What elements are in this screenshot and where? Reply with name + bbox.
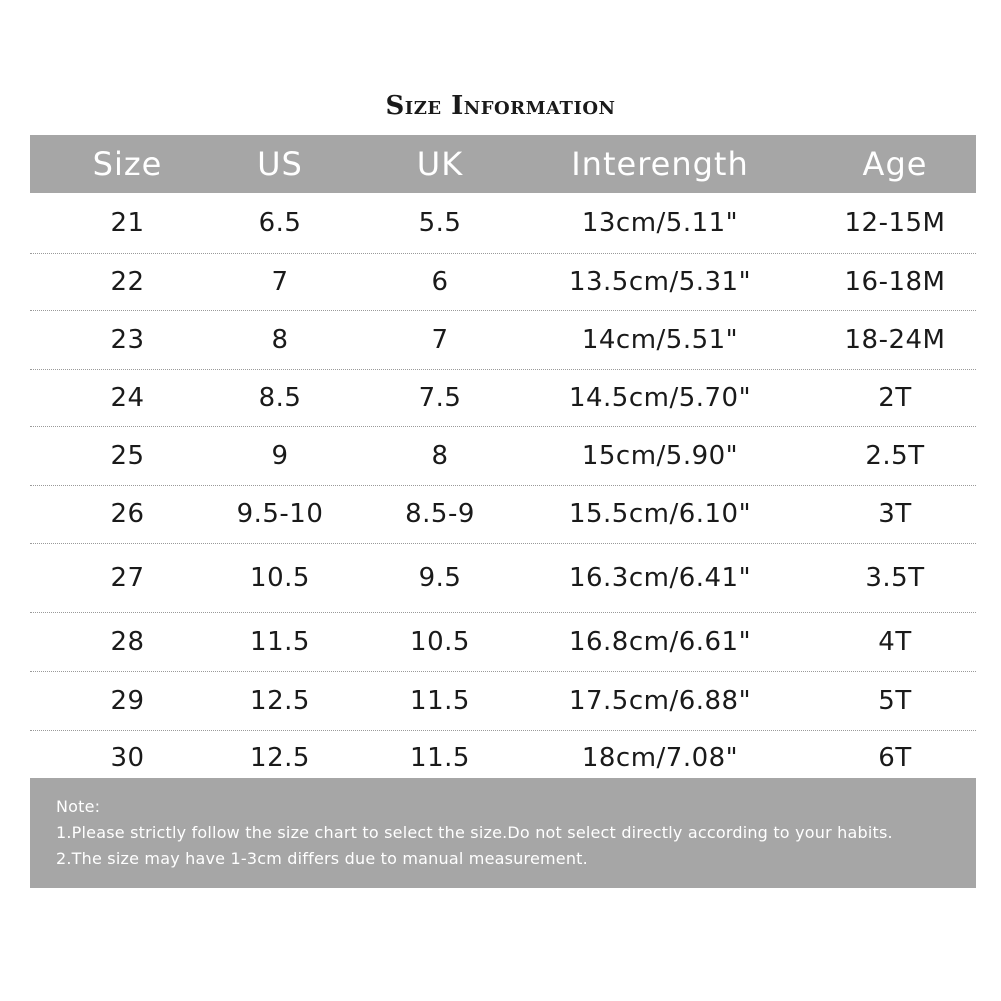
header-uk: UK (416, 145, 464, 183)
note-heading: Note: (56, 797, 101, 816)
cell-age: 12-15M (844, 208, 946, 238)
cell-interength: 14.5cm/5.70" (568, 383, 752, 413)
cell-uk: 7.5 (418, 383, 462, 413)
table-row (30, 193, 976, 254)
cell-interength: 15cm/5.90" (581, 441, 739, 471)
cell-size: 22 (110, 267, 145, 297)
cell-uk: 11.5 (410, 743, 470, 773)
note-box (30, 778, 976, 888)
cell-uk: 5.5 (418, 208, 462, 238)
table-row (30, 254, 976, 311)
cell-uk: 7 (431, 325, 449, 355)
cell-age: 3T (878, 499, 912, 529)
cell-uk: 10.5 (410, 627, 470, 657)
cell-interength: 13cm/5.11" (581, 208, 739, 238)
cell-age: 5T (878, 686, 912, 716)
cell-interength: 16.8cm/6.61" (568, 627, 752, 657)
cell-age: 16-18M (844, 267, 946, 297)
cell-us: 11.5 (250, 627, 310, 657)
note-line-2: 2.The size may have 1-3cm differs due to manual measurement. (56, 849, 588, 868)
cell-uk: 8 (431, 441, 449, 471)
cell-interength: 18cm/7.08" (581, 743, 739, 773)
table-header (30, 135, 976, 193)
cell-uk: 9.5 (418, 563, 462, 593)
cell-size: 26 (110, 499, 145, 529)
table-row (30, 311, 976, 370)
cell-uk: 11.5 (410, 686, 470, 716)
table-row (30, 486, 976, 544)
cell-us: 6.5 (258, 208, 302, 238)
cell-size: 25 (110, 441, 145, 471)
cell-us: 8.5 (258, 383, 302, 413)
header-interength: Interength (571, 145, 749, 183)
page-title: Size Information (385, 91, 616, 121)
cell-us: 8 (271, 325, 289, 355)
cell-uk: 8.5-9 (405, 499, 475, 529)
table-body (30, 193, 976, 785)
cell-age: 3.5T (865, 563, 925, 593)
table-row (30, 672, 976, 731)
cell-size: 21 (110, 208, 145, 238)
cell-us: 10.5 (250, 563, 310, 593)
header-us: US (257, 145, 303, 183)
cell-size: 29 (110, 686, 145, 716)
table-row (30, 370, 976, 427)
cell-interength: 17.5cm/6.88" (568, 686, 752, 716)
cell-age: 6T (878, 743, 912, 773)
note-line-1: 1.Please strictly follow the size chart to select the size.Do not select directly according to your habits. (56, 823, 893, 842)
table-row (30, 613, 976, 672)
cell-us: 12.5 (250, 686, 310, 716)
cell-size: 23 (110, 325, 145, 355)
cell-age: 4T (878, 627, 912, 657)
cell-size: 28 (110, 627, 145, 657)
cell-size: 27 (110, 563, 145, 593)
cell-size: 24 (110, 383, 145, 413)
cell-age: 2.5T (865, 441, 925, 471)
cell-us: 9.5-10 (236, 499, 324, 529)
cell-us: 12.5 (250, 743, 310, 773)
cell-uk: 6 (431, 267, 449, 297)
cell-age: 2T (878, 383, 912, 413)
table-row (30, 427, 976, 486)
cell-us: 9 (271, 441, 289, 471)
cell-interength: 13.5cm/5.31" (568, 267, 752, 297)
cell-interength: 14cm/5.51" (581, 325, 739, 355)
cell-us: 7 (271, 267, 289, 297)
cell-size: 30 (110, 743, 145, 773)
cell-age: 18-24M (844, 325, 946, 355)
cell-interength: 15.5cm/6.10" (568, 499, 752, 529)
header-age: Age (862, 145, 928, 183)
size-table (30, 135, 976, 785)
table-row (30, 544, 976, 613)
cell-interength: 16.3cm/6.41" (568, 563, 752, 593)
header-size: Size (92, 145, 163, 183)
table-row (30, 731, 976, 785)
